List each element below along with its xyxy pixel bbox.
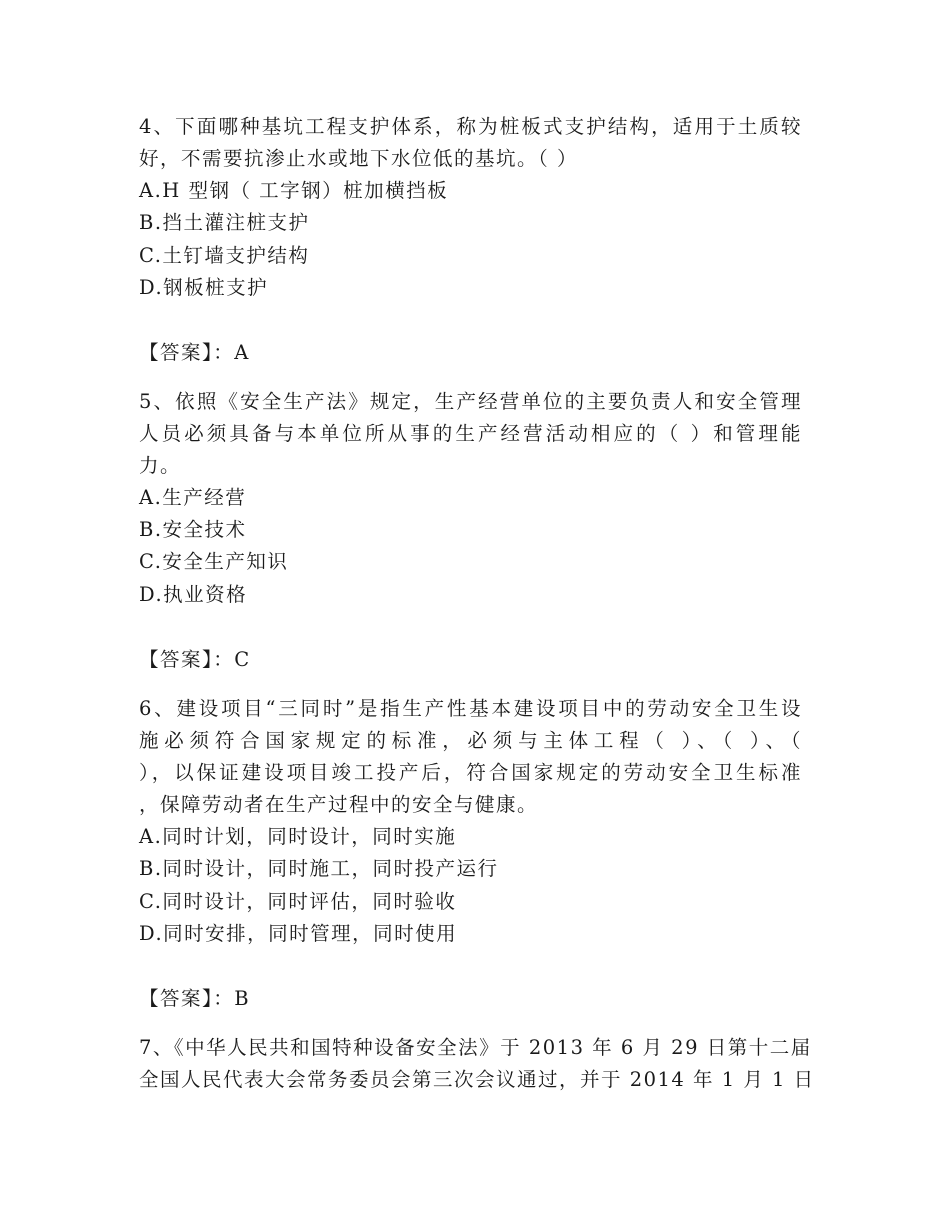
question-5-stem-line-2: 人员必须具备与本单位所从事的生产经营活动相应的（ ）和管理能	[139, 422, 802, 445]
question-6-option-a: A.同时计划，同时设计，同时实施	[139, 825, 457, 848]
question-5-option-d: D.执业资格	[139, 583, 248, 606]
question-6-stem-line-4: ，保障劳动者在生产过程中的安全与健康。	[139, 793, 539, 816]
question-5-option-b: B.安全技术	[139, 518, 247, 541]
question-5-answer: 【答案】：C	[139, 648, 251, 671]
question-7-stem-line-2: 全国人民代表大会常务委员会第三次会议通过，并于 2014 年 1 月 1 日	[139, 1068, 815, 1091]
question-4-option-a: A.H 型钢（ 工字钢）桩加横挡板	[139, 179, 449, 202]
question-4-stem-line-1: 4、下面哪种基坑工程支护体系，称为桩板式支护结构，适用于土质较	[139, 115, 802, 138]
question-6-stem-line-1: 6、建设项目“三同时”是指生产性基本建设项目中的劳动安全卫生设	[139, 697, 802, 720]
question-5-stem-line-1: 5、依照《安全生产法》规定，生产经营单位的主要负责人和安全管理	[139, 390, 802, 413]
question-6-stem-line-3: ），以保证建设项目竣工投产后，符合国家规定的劳动安全卫生标准	[139, 761, 802, 784]
question-4-option-b: B.挡土灌注桩支护	[139, 211, 310, 234]
question-4-option-d: D.钢板桩支护	[139, 276, 269, 299]
question-5-option-c: C.安全生产知识	[139, 550, 289, 573]
question-6-option-b: B.同时设计，同时施工，同时投产运行	[139, 857, 499, 880]
question-4-answer: 【答案】：A	[139, 341, 250, 364]
question-6-answer: 【答案】：B	[139, 987, 251, 1010]
question-5-stem-line-3: 力。	[139, 454, 182, 477]
question-5-option-a: A.生产经营	[139, 486, 247, 509]
question-4-stem-line-2: 好，不需要抗渗止水或地下水位低的基坑。（ ）	[139, 147, 578, 170]
question-6-option-d: D.同时安排，同时管理，同时使用	[139, 922, 458, 945]
question-4-option-c: C.土钉墙支护结构	[139, 244, 310, 267]
question-6-stem-line-2: 施必须符合国家规定的标准，必须与主体工程（ ）、（ ）、（	[139, 729, 802, 752]
question-7-stem-line-1: 7、《中华人民共和国特种设备安全法》于 2013 年 6 月 29 日第十二届	[139, 1036, 812, 1059]
question-6-option-c: C.同时设计，同时评估，同时验收	[139, 890, 457, 913]
